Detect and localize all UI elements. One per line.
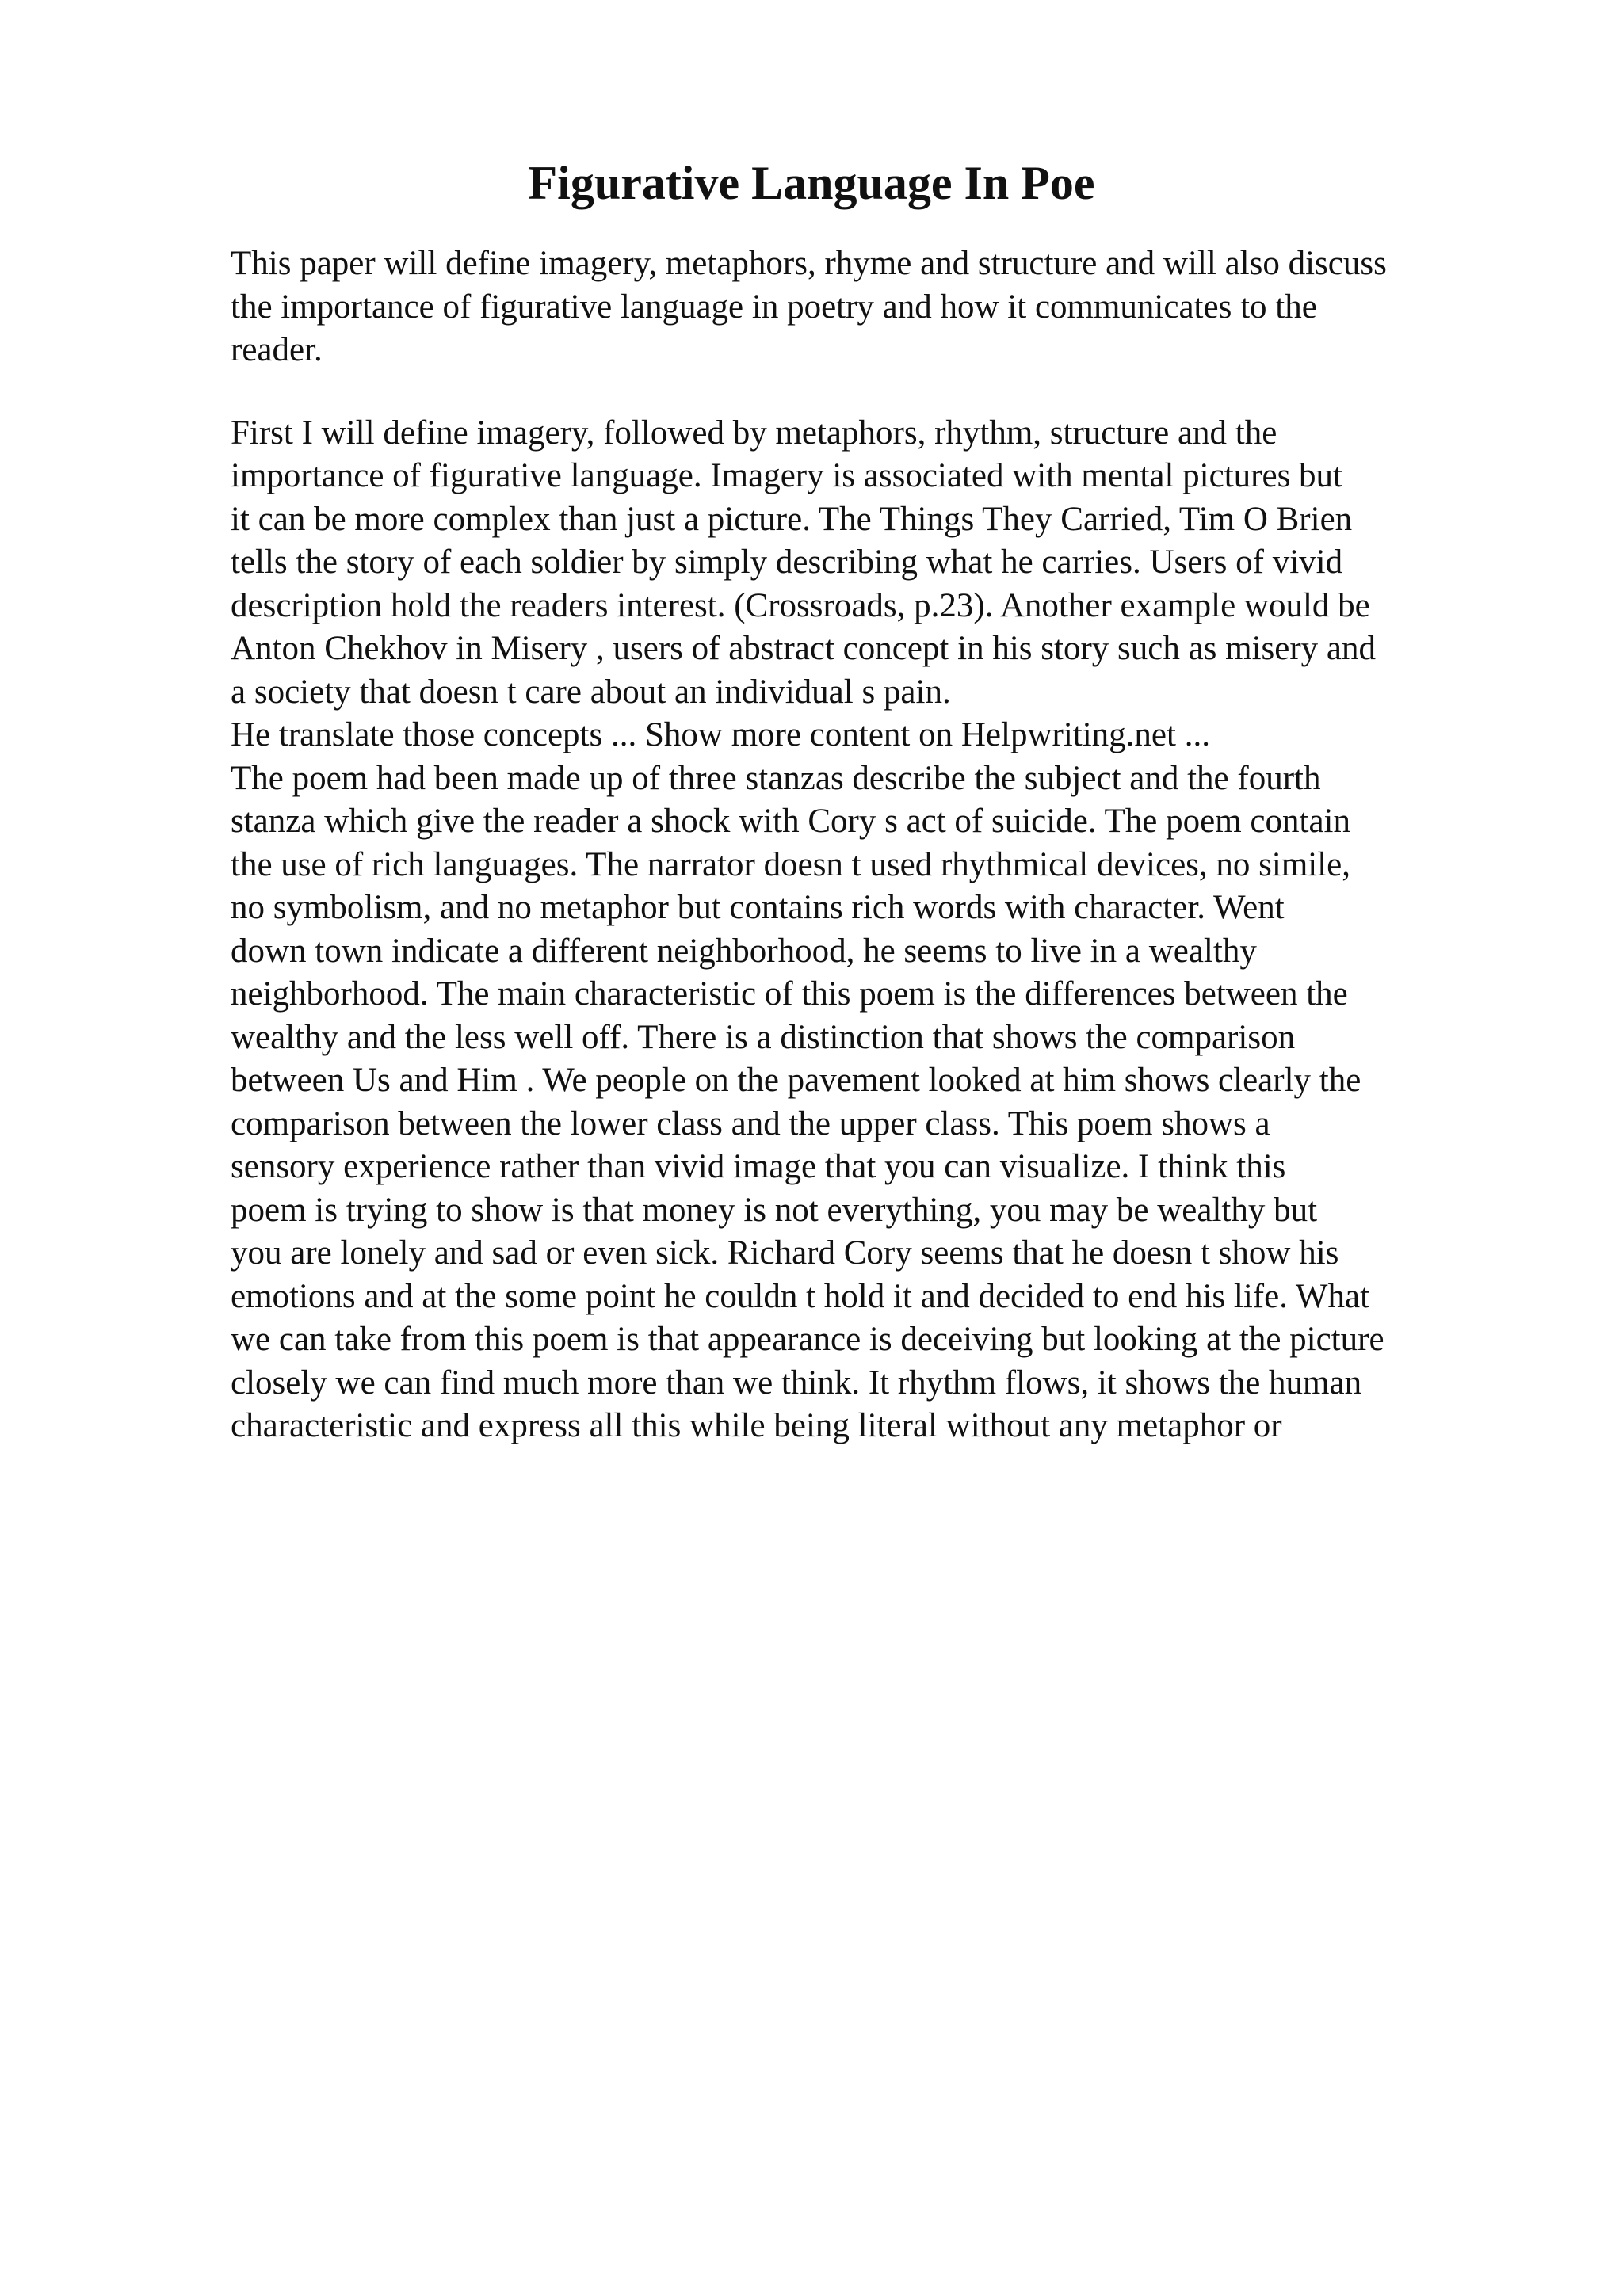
text-line: you are lonely and sad or even sick. Richard Cory seems that he doesn t show his [231,1234,1339,1272]
text-line: we can take from this poem is that appearance is deceiving but looking at the picture [231,1321,1384,1358]
text-line: First I will define imagery, followed by metaphors, rhythm, structure and the [231,414,1277,452]
text-line: The poem had been made up of three stanzas describe the subject and the fourth [231,759,1321,797]
text-line: This paper will define imagery, metaphors, rhyme and structure and will also discuss [231,245,1387,282]
text-line: description hold the readers interest. (Crossroads, p.23). Another example would be [231,586,1370,624]
text-line: tells the story of each soldier by simply describing what he carries. Users of vivid [231,543,1343,581]
text-line: wealthy and the less well off. There is a distinction that shows the comparison [231,1018,1296,1056]
text-line: it can be more complex than just a picture. The Things They Carried, Tim O Brien [231,500,1353,538]
text-line: a society that doesn t care about an individual s pain. [231,673,951,711]
text-line: importance of figurative language. Imagery is associated with mental pictures but [231,457,1343,494]
document-title: Figurative Language In Poe [528,157,1095,209]
text-line: neighborhood. The main characteristic of this poem is the differences between the [231,975,1348,1013]
paragraph-2 [231,412,1578,1448]
text-line: down town indicate a different neighborhood, he seems to live in a wealthy [231,932,1257,970]
text-line: the importance of figurative language in poetry and how it communicates to the [231,288,1317,326]
text-line: reader. [231,331,323,368]
text-line: Anton Chekhov in Misery , users of abstract concept in his story such as misery and [231,630,1377,667]
text-line: no symbolism, and no metaphor but contains rich words with character. Went [231,889,1285,926]
text-line: closely we can find much more than we think. It rhythm flows, it shows the human [231,1363,1362,1402]
document-body [231,242,1578,1448]
text-line: stanza which give the reader a shock with Cory s act of suicide. The poem contain [231,803,1350,840]
text-line: poem is trying to show is that money is not everything, you may be wealthy but [231,1191,1318,1229]
text-line: emotions and at the some point he couldn t hold it and decided to end his life. What [231,1277,1370,1315]
text-line: comparison between the lower class and the upper class. This poem shows a [231,1104,1270,1142]
text-line: sensory experience rather than vivid image that you can visualize. I think this [231,1148,1286,1185]
paragraph-1 [231,242,1578,372]
text-line: the use of rich languages. The narrator doesn t used rhythmical devices, no simile, [231,845,1351,883]
text-line: characteristic and express all this while being literal without any metaphor or [231,1407,1282,1444]
text-line: He translate those concepts ... Show more content on Helpwriting.net ... [231,716,1210,753]
paragraph-gap [231,372,1578,412]
text-line: between Us and Him . We people on the pavement looked at him shows clearly the [231,1062,1361,1099]
